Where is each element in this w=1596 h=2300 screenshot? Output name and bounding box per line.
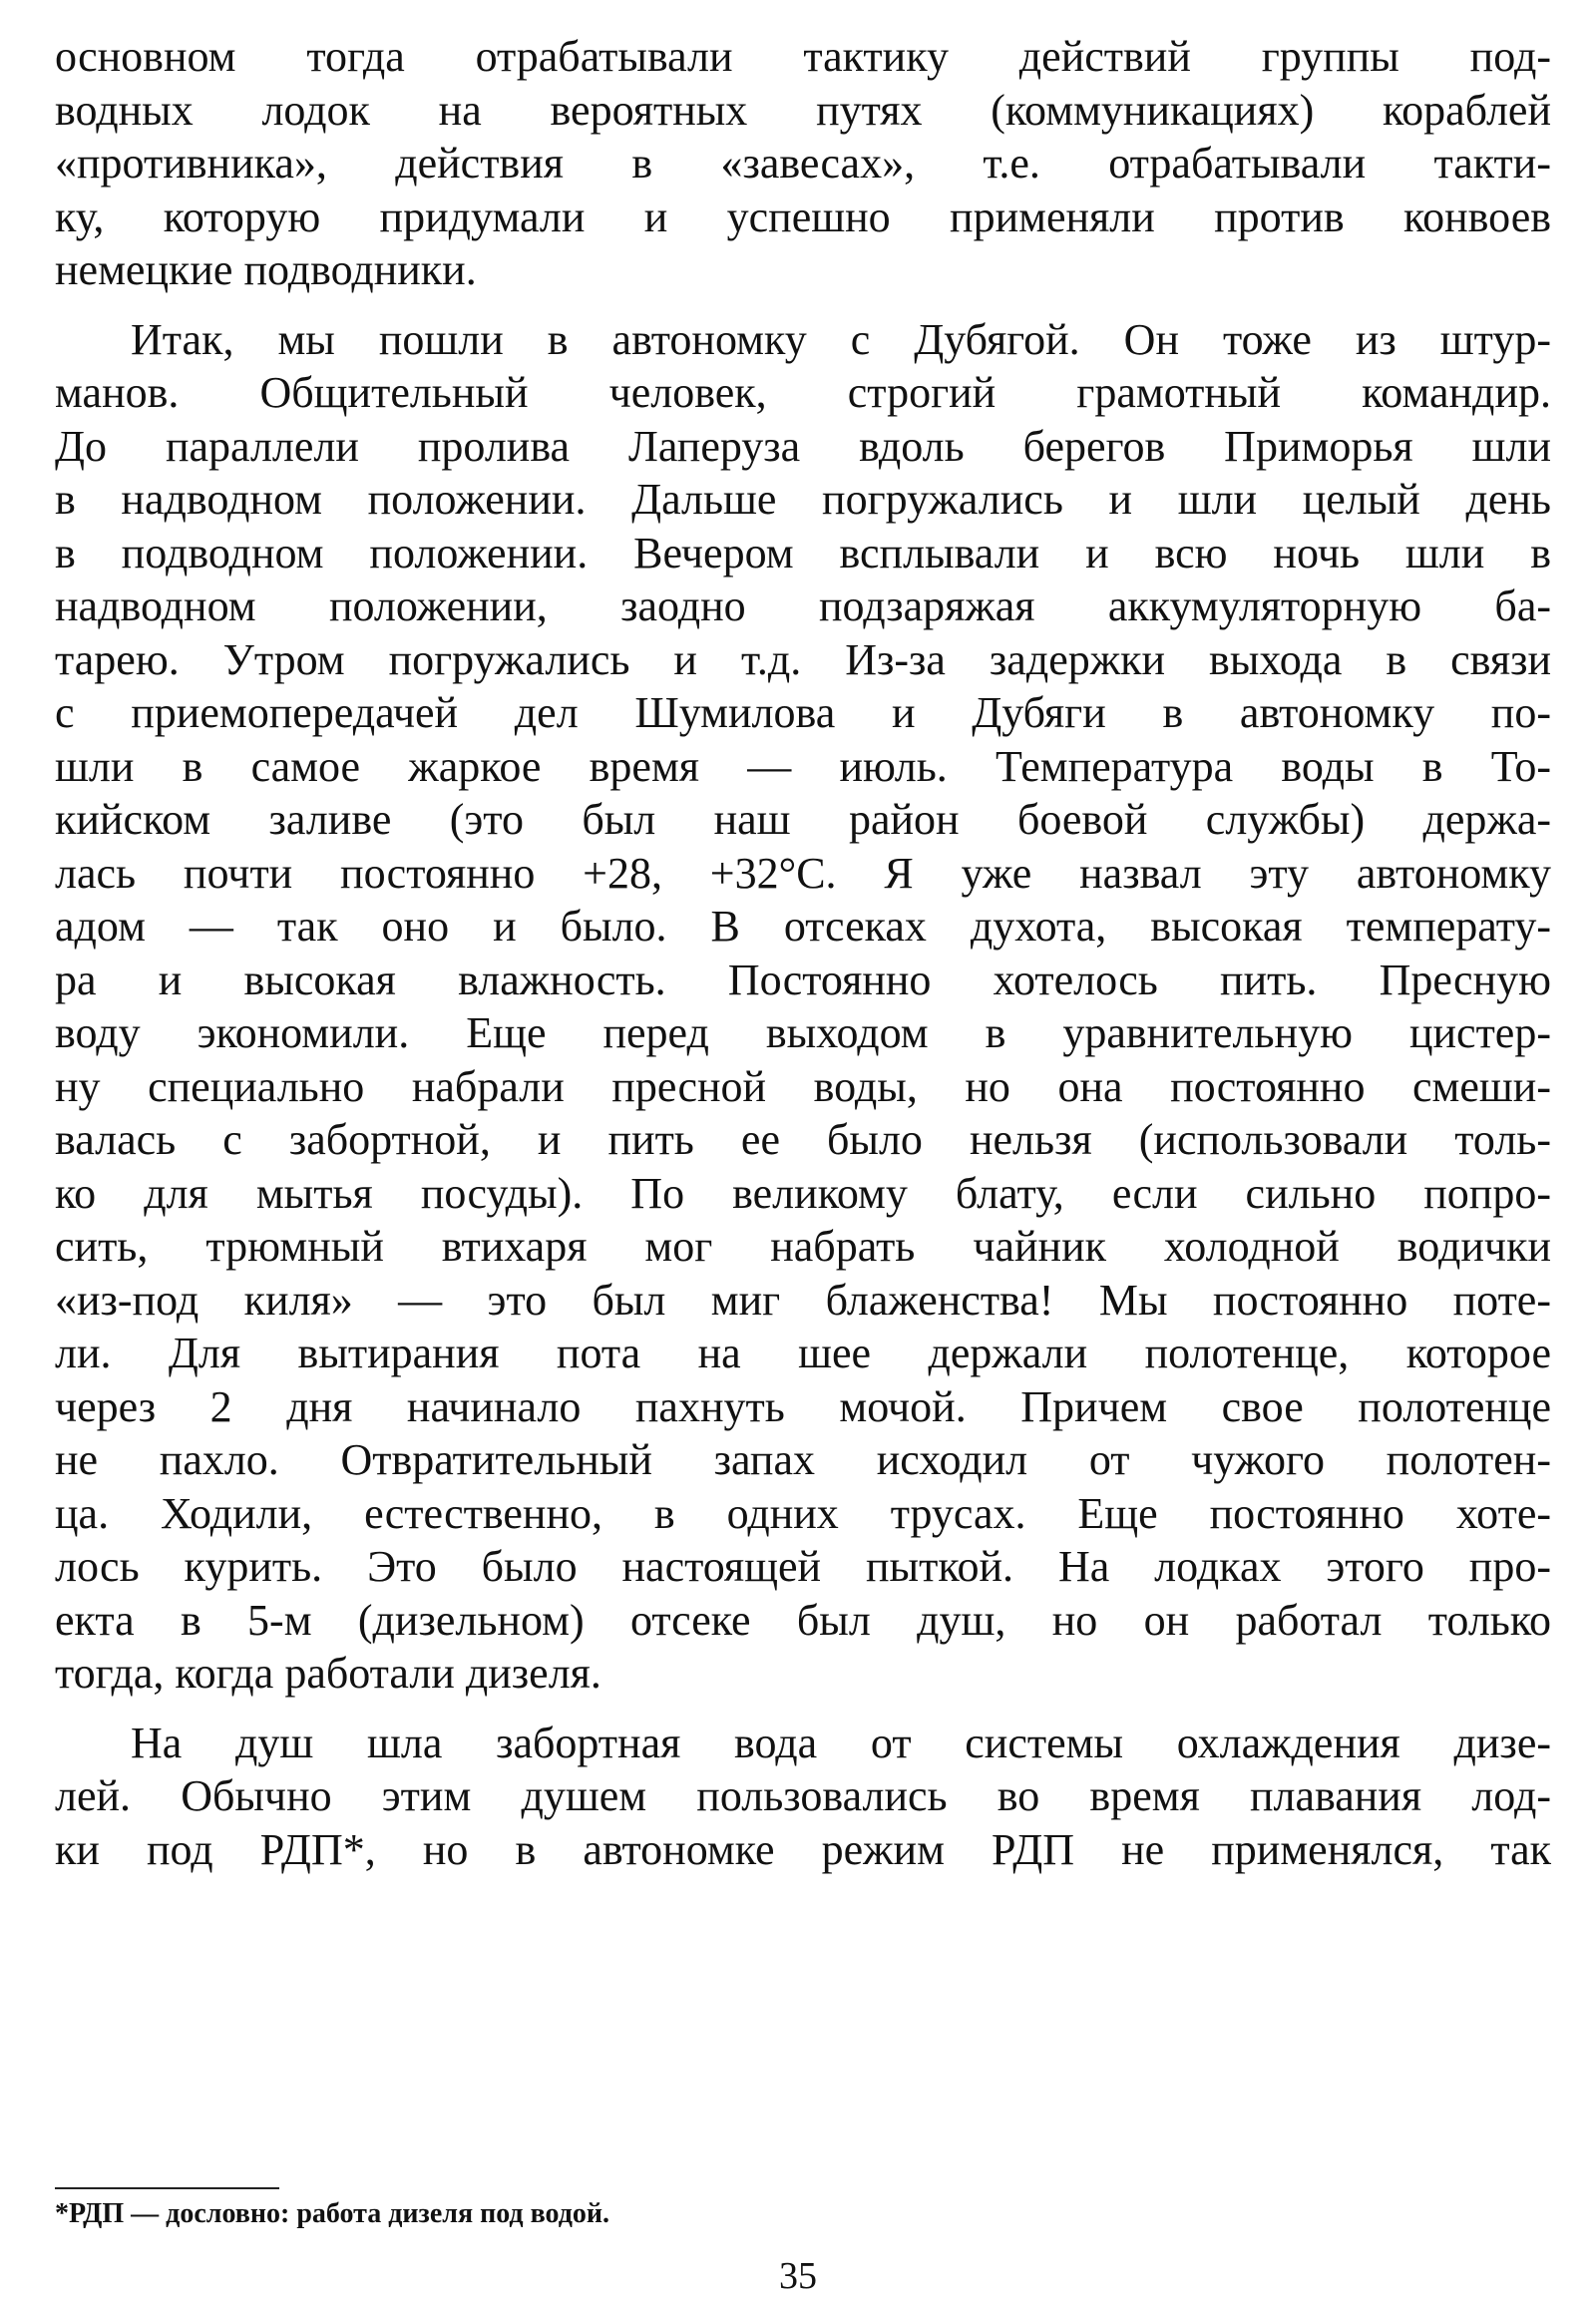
footnote-divider [55, 2187, 279, 2189]
text-line: ра и высокая влажность. Постоянно хотелось пить. Пресную [55, 955, 1551, 1004]
text-line: манов. Общительный человек, строгий грамотный командир. [55, 368, 1551, 417]
text-line: лей. Обычно этим душем пользовались во время плавания лод- [55, 1771, 1551, 1820]
text-line: основном тогда отрабатывали тактику действий группы под- [55, 32, 1551, 81]
text-line: надводном положении, заодно подзаряжая аккумуляторную ба- [55, 581, 1551, 630]
text-line: с приемопередачей дел Шумилова и Дубяги в автономку по- [55, 688, 1551, 737]
paragraph-3 [55, 1717, 1551, 1877]
text-line: валась с забортной, и пить ее было нельзя (использовали толь- [55, 1115, 1551, 1164]
text-line: водных лодок на вероятных путях (коммуникациях) кораблей [55, 85, 1551, 135]
text-line: тарею. Утром погружались и т.д. Из-за задержки выхода в связи [55, 634, 1551, 684]
text-line: «из-под киля» — это был миг блаженства! Мы постоянно поте- [55, 1275, 1551, 1325]
text-line: ца. Ходили, естественно, в одних трусах. Еще постоянно хоте- [55, 1488, 1551, 1538]
text-line: воду экономили. Еще перед выходом в уравнительную цистер- [55, 1008, 1551, 1057]
footnote: *РДП — дословно: работа дизеля под водой. [55, 2198, 610, 2229]
paragraph-1 [55, 30, 1551, 297]
text-line: шли в самое жаркое время — июль. Температура воды в То- [55, 741, 1551, 791]
paragraph-gap [55, 297, 1551, 313]
text-line: ли. Для вытирания пота на шее держали полотенце, которое [55, 1329, 1551, 1377]
text-line: сить, трюмный втихаря мог набрать чайник холодной водички [55, 1222, 1551, 1271]
text-line: не пахло. Отвратительный запах исходил от чужого полотен- [55, 1435, 1551, 1484]
text-line: в надводном положении. Дальше погружались и шли целый день [55, 475, 1551, 524]
paragraph-2 [55, 313, 1551, 1701]
paragraph-gap [55, 1701, 1551, 1717]
text-line: До параллели пролива Лаперуза вдоль берегов Приморья шли [55, 421, 1551, 471]
text-line: Итак, мы пошли в автономку с Дубягой. Он тоже из штур- [131, 314, 1551, 364]
text-line: ко для мытья посуды). По великому блату, если сильно попро- [55, 1168, 1551, 1218]
text-line: через 2 дня начинало пахнуть мочой. Причем свое полотенце [55, 1381, 1551, 1431]
text-line: екта в 5-м (дизельном) отсеке был душ, но он работал только [55, 1595, 1551, 1645]
text-line: ки под РДП*, но в автономке режим РДП не применялся, так [55, 1824, 1551, 1874]
text-line: ку, которую придумали и успешно применяли против конвоев [55, 192, 1551, 241]
page-body [55, 30, 1551, 1876]
text-line: «противника», действия в «завесах», т.е. отрабатывали такти- [55, 139, 1551, 188]
text-line: лось курить. Это было настоящей пыткой. На лодках этого про- [55, 1542, 1551, 1591]
page-number: 35 [779, 2255, 817, 2297]
text-line: ну специально набрали пресной воды, но она постоянно смеши- [55, 1061, 1551, 1111]
text-line: в подводном положении. Вечером всплывали и всю ночь шли в [55, 528, 1551, 577]
text-line: немецкие подводники. [55, 245, 477, 294]
text-line: На душ шла забортная вода от системы охлаждения дизе- [131, 1718, 1551, 1767]
text-line: адом — так оно и было. В отсеках духота, высокая температу- [55, 902, 1551, 951]
text-line: тогда, когда работали дизеля. [55, 1649, 601, 1698]
text-line: кийском заливе (это был наш район боевой службы) держа- [55, 795, 1551, 844]
text-line: лась почти постоянно +28, +32°С. Я уже назвал эту автономку [55, 848, 1551, 898]
